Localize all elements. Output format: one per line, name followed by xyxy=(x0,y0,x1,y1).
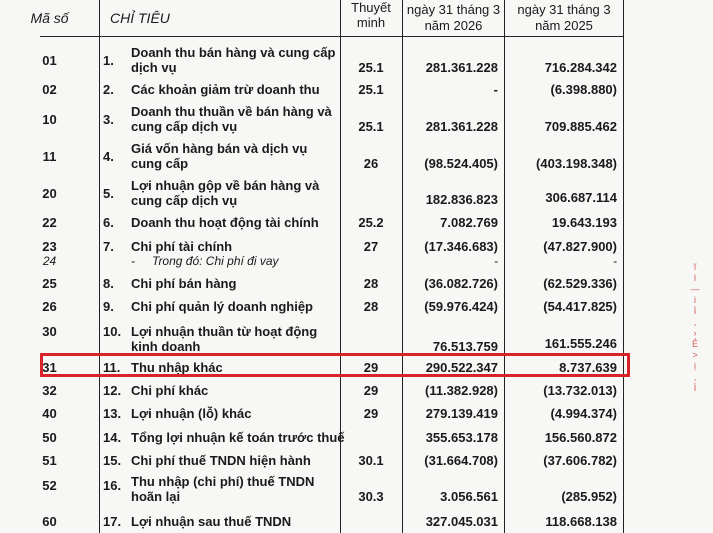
row-value-2025: 306.687.114 xyxy=(545,190,617,205)
row-number: 16. xyxy=(103,478,122,493)
row-label: Thu nhập khác xyxy=(131,360,223,375)
row-value-2026: 76.513.759 xyxy=(432,339,498,354)
row-number: 3. xyxy=(103,112,114,127)
row-value-2026: (31.664.708) xyxy=(424,453,498,468)
header-2026-line1: ngày 31 tháng 3 xyxy=(406,2,501,17)
row-code: 30 xyxy=(42,324,57,339)
row-value-2026: (17.346.683) xyxy=(424,239,498,254)
row-value-2026: (36.082.726) xyxy=(424,276,498,291)
row-label: Lợi nhuận thuần từ hoạt động kinh doanh xyxy=(131,324,318,354)
row-label: Các khoản giảm trừ doanh thu xyxy=(131,82,320,97)
row-value-2025: (47.827.900) xyxy=(543,239,617,254)
row-number: 10. xyxy=(103,324,122,339)
row-value-2025: (62.529.336) xyxy=(543,276,617,291)
row-value-2026: 281.361.228 xyxy=(425,60,498,75)
row-value-2025: (285.952) xyxy=(561,489,617,504)
header-divider xyxy=(40,36,624,37)
row-code: 10 xyxy=(42,112,57,127)
header-item: CHỈ TIÊU xyxy=(110,10,170,26)
row-value-2025: 156.560.872 xyxy=(544,430,617,445)
row-note: 25.1 xyxy=(358,82,384,97)
row-code: 52 xyxy=(42,478,57,493)
row-value-2025: 161.555.246 xyxy=(544,336,617,351)
header-2025 xyxy=(505,2,623,34)
row-code: 51 xyxy=(42,453,57,468)
row-number: 14. xyxy=(103,430,122,445)
row-number: 6. xyxy=(103,215,114,230)
row-number: 7. xyxy=(103,239,114,254)
row-value-2025: 8.737.639 xyxy=(559,360,617,375)
header-2026-line2: năm 2026 xyxy=(424,18,483,33)
row-label: Chi phí bán hàng xyxy=(131,276,237,291)
row-label: Doanh thu thuần về bán hàng và cung cấp dịch vụ xyxy=(131,104,332,134)
row-value-2026: 281.361.228 xyxy=(425,119,498,134)
row-value-2025: - xyxy=(613,254,617,268)
row-value-2025: (13.732.013) xyxy=(543,383,617,398)
row-note: 30.3 xyxy=(358,489,384,504)
row-value-2025: 19.643.193 xyxy=(551,215,617,230)
row-note: 29 xyxy=(363,360,379,375)
header-2025-line2: năm 2025 xyxy=(535,18,593,33)
row-value-2026: 355.653.178 xyxy=(425,430,498,445)
col-divider xyxy=(99,0,100,533)
row-note: 30.1 xyxy=(358,453,384,468)
row-code: 25 xyxy=(42,276,57,291)
row-number: 4. xyxy=(103,149,114,164)
row-value-2026: (98.524.405) xyxy=(424,156,498,171)
row-value-2025: 716.284.342 xyxy=(544,60,617,75)
row-note: 25.1 xyxy=(358,119,384,134)
row-note: 25.1 xyxy=(358,60,384,75)
row-code: 01 xyxy=(42,53,57,68)
header-code: Mã số xyxy=(30,10,69,26)
row-value-2025: (54.417.825) xyxy=(543,299,617,314)
header-note xyxy=(340,0,402,30)
row-code: 11 xyxy=(42,149,57,164)
row-label: Lợi nhuận (lỗ) khác xyxy=(131,406,252,421)
row-code: 22 xyxy=(42,215,57,230)
row-number: 13. xyxy=(103,406,122,421)
row-label: Doanh thu hoạt động tài chính xyxy=(131,215,319,230)
header-2026 xyxy=(403,2,504,34)
row-label: Chi phí thuế TNDN hiện hành xyxy=(131,453,311,468)
header-note-line1: Thuyết xyxy=(351,0,391,15)
row-label: Chi phí tài chính xyxy=(131,239,233,254)
row-number: 15. xyxy=(103,453,122,468)
row-value-2026: 327.045.031 xyxy=(425,514,498,529)
row-value-2026: (11.382.928) xyxy=(424,383,498,398)
row-number: 2. xyxy=(103,82,114,97)
header-2025-line1: ngày 31 tháng 3 xyxy=(517,2,611,17)
row-number: 5. xyxy=(103,186,114,201)
row-value-2026: 279.139.419 xyxy=(425,406,498,421)
row-code: 50 xyxy=(42,430,57,445)
row-code: 24 xyxy=(42,254,57,268)
row-value-2025: (4.994.374) xyxy=(550,406,617,421)
row-value-2025: (37.606.782) xyxy=(543,453,617,468)
row-value-2026: 290.522.347 xyxy=(425,360,498,375)
row-label: Chi phí khác xyxy=(131,383,209,398)
row-value-2026: 7.082.769 xyxy=(440,215,498,230)
row-value-2026: 3.056.561 xyxy=(440,489,498,504)
row-note: 25.2 xyxy=(358,215,384,230)
col-divider xyxy=(623,0,624,533)
row-label: Doanh thu bán hàng và cung cấp dịch vụ xyxy=(131,45,336,75)
row-code: 31 xyxy=(42,360,57,375)
row-code: 32 xyxy=(42,383,57,398)
row-note: 28 xyxy=(363,299,379,314)
row-number: 12. xyxy=(103,383,122,398)
row-number: 11. xyxy=(103,360,121,375)
row-note: 28 xyxy=(363,276,379,291)
row-note: 27 xyxy=(363,239,379,254)
row-number: 9. xyxy=(103,299,114,314)
row-code: 02 xyxy=(42,82,57,97)
row-value-2026: (59.976.424) xyxy=(424,299,498,314)
header-note-line2: minh xyxy=(356,15,386,30)
row-value-2026: 182.836.823 xyxy=(425,192,498,207)
row-code: 40 xyxy=(42,406,57,421)
row-label: Thu nhập (chi phí) thuế TNDN hoãn lại xyxy=(131,474,315,504)
row-number: 17. xyxy=(103,514,122,529)
row-label: Lợi nhuận sau thuế TNDN xyxy=(131,514,292,529)
row-label: Giá vốn hàng bán và dịch vụ cung cấp xyxy=(131,141,308,171)
row-number: 1. xyxy=(103,53,114,68)
red-stamp-mark: ĩ l — ì Ì , › Ẻ > ị , Ì xyxy=(690,262,700,393)
row-label: Tổng lợi nhuận kế toán trước thuế xyxy=(131,430,345,445)
row-note: 29 xyxy=(363,406,379,421)
row-number: - xyxy=(131,254,135,268)
row-value-2026: - xyxy=(493,82,498,97)
row-code: 20 xyxy=(42,186,57,201)
row-note: 26 xyxy=(363,156,379,171)
row-value-2025: (6.398.880) xyxy=(550,82,617,97)
row-code: 23 xyxy=(42,239,57,254)
row-value-2025: 709.885.462 xyxy=(544,119,617,134)
row-number: 8. xyxy=(103,276,114,291)
row-value-2026: - xyxy=(494,254,498,268)
row-value-2025: 118.668.138 xyxy=(545,514,617,529)
highlight-box xyxy=(40,353,630,377)
row-code: 60 xyxy=(42,514,57,529)
row-code: 26 xyxy=(42,299,57,314)
row-label: Trong đó: Chi phí đi vay xyxy=(152,254,279,268)
row-label: Lợi nhuận gộp về bán hàng và cung cấp dịch vụ xyxy=(131,178,320,208)
row-value-2025: (403.198.348) xyxy=(536,156,617,171)
row-note: 29 xyxy=(363,383,379,398)
row-label: Chi phí quản lý doanh nghiệp xyxy=(131,299,313,314)
